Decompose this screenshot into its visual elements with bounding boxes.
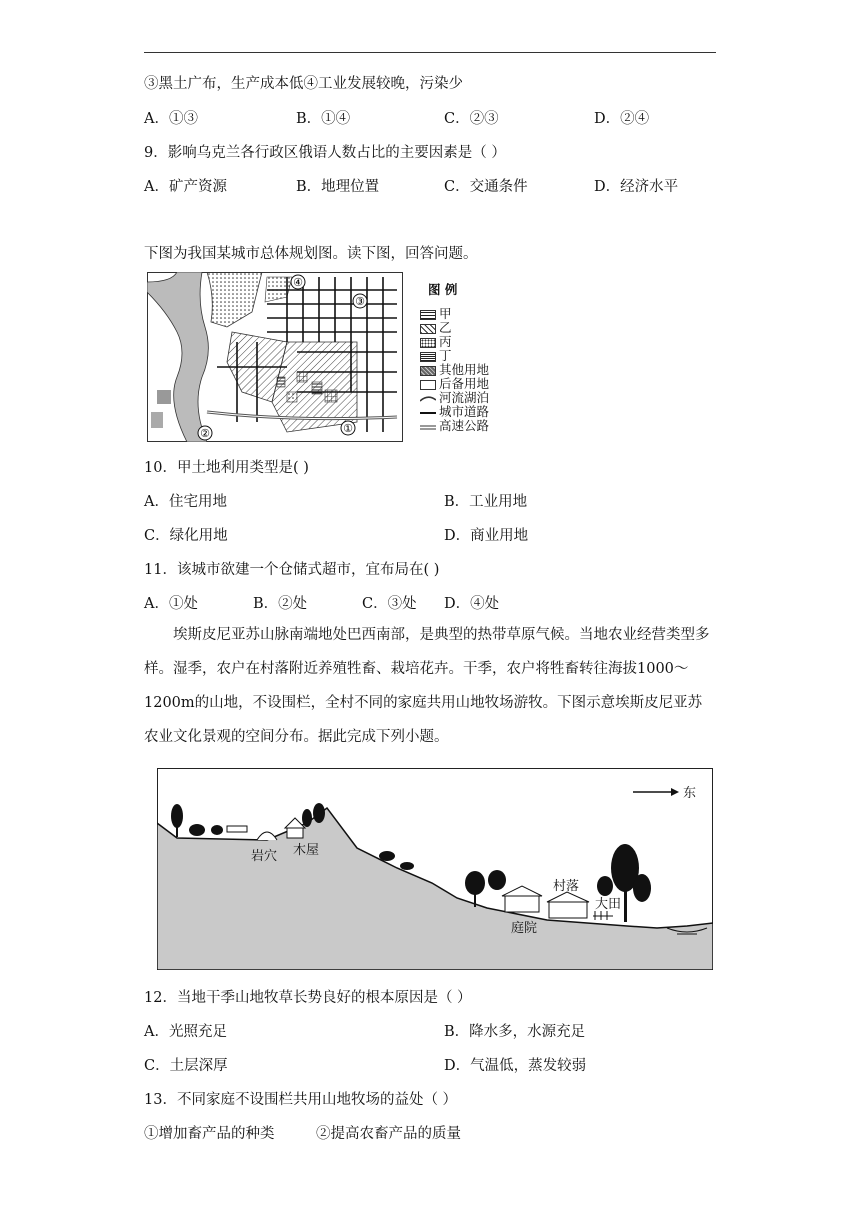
map-marker-3: ③ — [355, 296, 365, 308]
q12-option-a[interactable]: A．光照充足 — [144, 1024, 227, 1040]
q13-statement-2: ②提高农畜产品的质量 — [316, 1126, 461, 1142]
q9-option-b[interactable]: B．地理位置 — [296, 179, 380, 195]
q9-option-c[interactable]: C．交通条件 — [444, 179, 528, 195]
q13-statement-1: ①增加畜产品的种类 — [144, 1126, 275, 1142]
q12-option-c[interactable]: C．土层深厚 — [144, 1058, 228, 1074]
label-east: 东 — [683, 786, 697, 801]
legend-other: 其他用地 — [439, 362, 490, 377]
q8-option-c[interactable]: C．②③ — [444, 111, 499, 127]
q10-option-c[interactable]: C．绿化用地 — [144, 528, 228, 544]
label-cave: 岩穴 — [251, 849, 278, 864]
legend-title: 图 例 — [428, 282, 458, 297]
label-courtyard: 庭院 — [511, 921, 538, 936]
q10-option-b[interactable]: B．工业用地 — [444, 494, 528, 510]
q11-option-c[interactable]: C．③处 — [362, 596, 417, 612]
label-village: 村落 — [553, 879, 580, 894]
q10-option-d[interactable]: D．商业用地 — [444, 528, 529, 544]
city-plan-map — [147, 272, 403, 442]
q9-option-a[interactable]: A．矿产资源 — [144, 179, 227, 195]
q11-stem: 11．该城市欲建一个仓储式超市，宜布局在( ) — [144, 562, 440, 578]
q11-option-b[interactable]: B．②处 — [253, 596, 308, 612]
legend-road: 城市道路 — [439, 404, 490, 419]
label-field: 大田 — [595, 897, 622, 912]
q8-option-d[interactable]: D．②④ — [594, 111, 650, 127]
q13-stem: 13．不同家庭不设围栏共用山地牧场的益处（ ） — [144, 1092, 458, 1108]
q10-option-a[interactable]: A．住宅用地 — [144, 494, 227, 510]
header-rule — [144, 52, 716, 53]
label-cabin: 木屋 — [293, 843, 320, 858]
legend-river: 河流湖泊 — [439, 390, 490, 405]
q12-stem: 12．当地干季山地牧草长势良好的根本原因是（ ） — [144, 990, 472, 1006]
legend-highway: 高速公路 — [439, 418, 490, 433]
legend-bing: 丙 — [439, 334, 452, 349]
q12-option-b[interactable]: B．降水多，水源充足 — [444, 1024, 586, 1040]
landscape-profile — [157, 768, 713, 970]
legend-yi: 乙 — [439, 320, 452, 335]
q11-option-d[interactable]: D．④处 — [444, 596, 500, 612]
q8-option-b[interactable]: B．①④ — [296, 111, 351, 127]
map-marker-4: ④ — [293, 277, 303, 289]
ethiopia-paragraph: 埃斯皮尼亚苏山脉南端地处巴西南部，是典型的热带草原气候。当地农业经营类型多样。湿季，农户在村落附近养殖牲畜、栽培花卉。干季，农户将牲畜转往海拔1000～1200m的山地，不设围栏，全村不同的家庭共用山地牧场游牧。下图示意埃斯皮尼亚苏农业文化景观的空间分布。据此完成下列小题。 — [144, 627, 710, 745]
map-marker-1: ① — [343, 423, 353, 435]
q11-option-a[interactable]: A．①处 — [144, 596, 198, 612]
q12-option-d[interactable]: D．气温低，蒸发较弱 — [444, 1058, 587, 1074]
legend-highway-icon — [420, 422, 436, 432]
q8-statements: ③黑土广布，生产成本低④工业发展较晚，污染少 — [144, 76, 463, 92]
q10-stem: 10．甲土地利用类型是( ) — [144, 460, 309, 476]
legend-reserve: 后备用地 — [439, 376, 490, 391]
legend-ding: 丁 — [439, 348, 452, 363]
q9-option-d[interactable]: D．经济水平 — [594, 179, 679, 195]
q9-stem: 9．影响乌克兰各行政区俄语人数占比的主要因素是（ ） — [144, 145, 506, 161]
map-legend — [420, 280, 530, 445]
legend-jia: 甲 — [439, 306, 452, 321]
map-marker-2: ② — [200, 428, 210, 440]
map-intro: 下图为我国某城市总体规划图。读下图，回答问题。 — [144, 246, 478, 262]
q8-option-a[interactable]: A．①③ — [144, 111, 198, 127]
